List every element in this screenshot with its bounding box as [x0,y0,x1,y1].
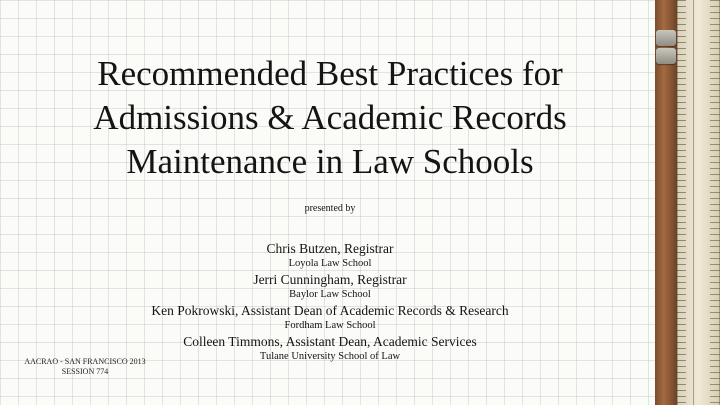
presenter-item [20,271,640,302]
presenter-school: Baylor Law School [289,289,371,300]
ruler-hinge-icon [656,48,676,64]
footer [10,357,160,377]
presenter-school: Fordham Law School [284,320,376,331]
presenter-item [20,240,640,271]
footer-conference: AACRAO - SAN FRANCISCO 2013 [24,357,146,366]
slide-title [20,52,640,184]
presenter-school: Tulane University School of Law [259,351,401,362]
presenter-name: Colleen Timmons, Assistant Dean, Academic Services [183,334,477,349]
title-line-1: Recommended Best Practices for [97,54,563,93]
ruler-hinge-icon [656,30,676,46]
presented-by-label: presented by [304,203,356,214]
presenter-name: Ken Pokrowski, Assistant Dean of Academic Records & Research [151,303,509,318]
title-line-2: Admissions & Academic Records [93,98,567,137]
title-line-3: Maintenance in Law Schools [126,142,534,181]
presenter-item [20,302,640,333]
presenter-list [20,240,640,364]
presenter-school: Loyola Law School [288,258,372,269]
footer-session: SESSION 774 [61,367,109,376]
ruler-ticks [710,0,720,405]
ruler-center-line [693,0,694,405]
presenter-name: Chris Butzen, Registrar [266,241,394,256]
presenter-name: Jerri Cunningham, Registrar [253,272,407,287]
